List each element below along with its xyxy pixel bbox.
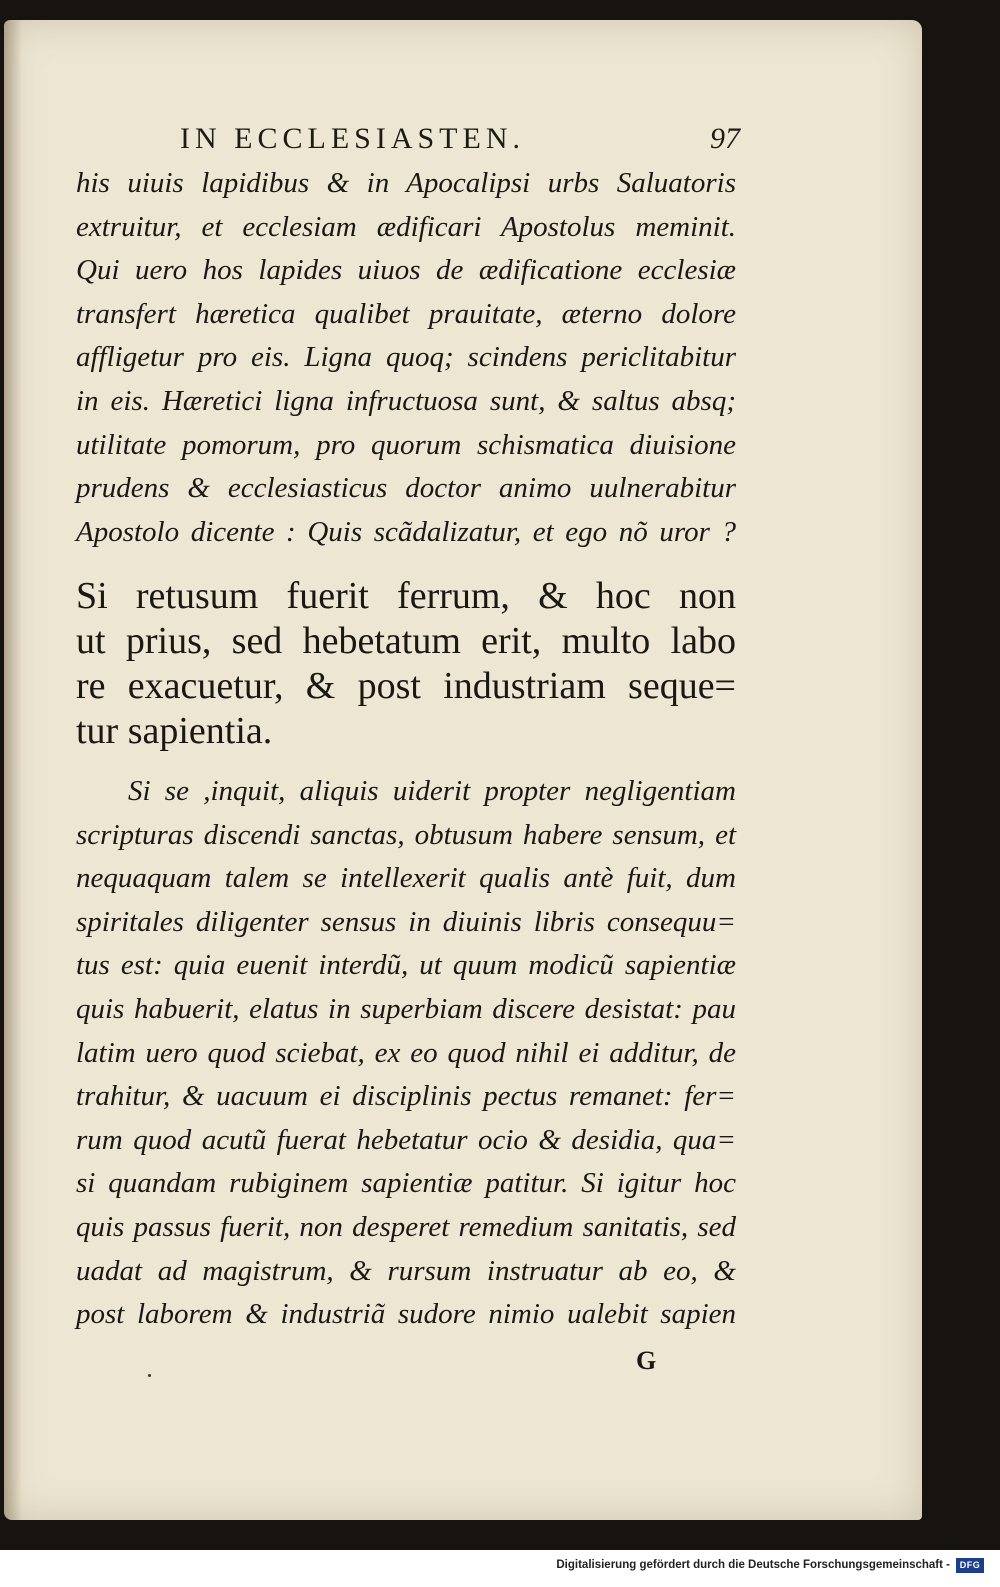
text-line: quis habuerit, elatus in superbiam discere desistat: pau [76, 992, 736, 1025]
text-line: trahitur, & uacuum ei disciplinis pectus remanet: fer= [76, 1080, 736, 1113]
text-line: rum quod acutũ fuerat hebetatur ocio & desidia, qua= [76, 1123, 736, 1156]
text-line: uadat ad magistrum, & rursum instruatur ab eo, & [76, 1254, 736, 1287]
text-line: prudens & ecclesiasticus doctor animo uulnerabitur [76, 472, 736, 505]
signature-mark: G [636, 1346, 657, 1375]
text-line: scripturas discendi sanctas, obtusum habere sensum, et [76, 818, 736, 851]
verse-line: re exacuetur, & post industriam seque= [76, 665, 736, 707]
text-line: extruitur, et ecclesiam ædificari Apostolus meminit. [76, 210, 736, 243]
gutter-shadow [4, 20, 22, 1520]
text-line: nequaquam talem se intellexerit qualis antè fuit, dum [76, 862, 736, 895]
text-line: latim uero quod sciebat, ex eo quod nihil ei additur, de [76, 1036, 736, 1069]
text-line: affligetur pro eis. Ligna quoq; scindens periclitabitur [76, 341, 736, 374]
ink-speck [148, 1374, 151, 1377]
dfg-logo-icon: DFG [956, 1558, 984, 1573]
text-line: quis passus fuerit, non desperet remedium sanitatis, sed [76, 1210, 736, 1243]
text-line: si quandam rubiginem sapientiæ patitur. Si igitur hoc [76, 1167, 736, 1200]
page-number: 97 [710, 122, 740, 155]
footer-bar [0, 1550, 1000, 1587]
text-line: Si se ,inquit, aliquis uiderit propter negligentiam [128, 775, 736, 807]
text-line: in eis. Hæretici ligna infructuosa sunt, & saltus absq; [76, 384, 736, 417]
text-line: Apostolo dicente : Quis scãdalizatur, et ego nõ uror ? [76, 515, 736, 548]
verse-line: ut prius, sed hebetatum erit, multo labo [76, 620, 736, 662]
commentary-top [76, 162, 736, 554]
verse-line: tur sapientia. [76, 710, 273, 752]
funding-credit: Digitalisierung gefördert durch die Deutsche Forschungsgemeinschaft - [556, 1559, 950, 1571]
running-head [180, 122, 740, 162]
text-line: his uiuis lapidibus & in Apocalipsi urbs Saluatoris [76, 167, 736, 199]
commentary-bottom [76, 770, 736, 1337]
running-title: IN ECCLESIASTEN. [180, 122, 525, 155]
text-line: tus est: quia euenit interdũ, ut quum modicũ sapientiæ [76, 949, 736, 982]
text-line: Qui uero hos lapides uiuos de ædificatione ecclesiæ [76, 254, 736, 287]
text-line: spiritales diligenter sensus in diuinis libris consequu= [76, 905, 736, 938]
verse-line: Si retusum fuerit ferrum, & hoc non [76, 575, 736, 617]
text-line: transfert hæretica qualibet prauitate, æterno dolore [76, 297, 736, 330]
scripture-verse [76, 574, 736, 754]
text-line: post laborem & industriã sudore nimio ualebit sapien [76, 1298, 736, 1331]
text-line: utilitate pomorum, pro quorum schismatica diuisione [76, 428, 736, 461]
